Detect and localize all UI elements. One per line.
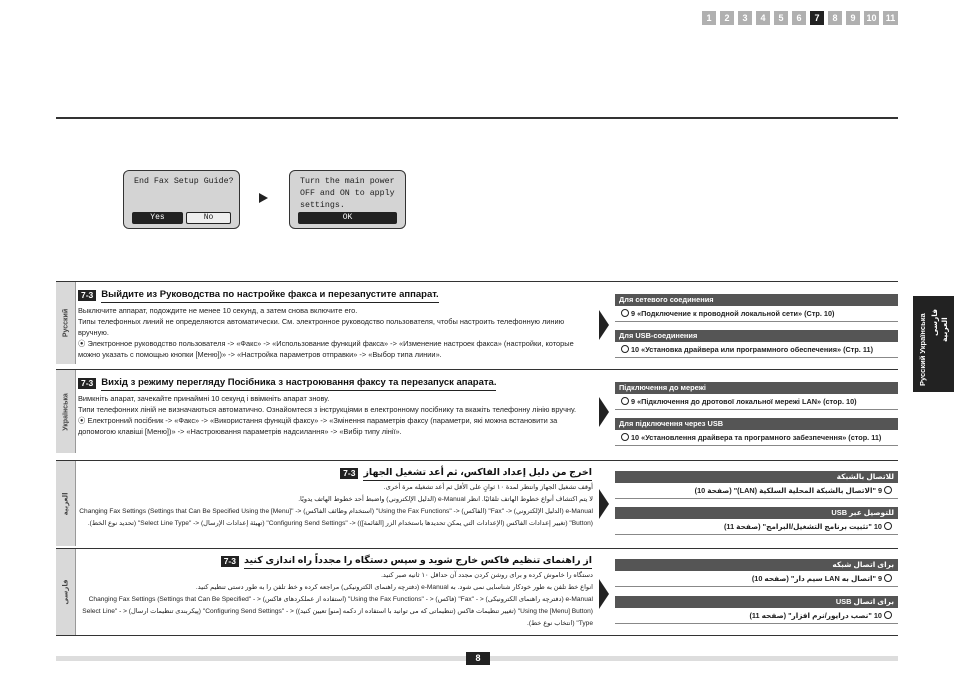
section-arabic (56, 460, 898, 546)
arrow-right-icon (599, 489, 609, 519)
reference-header: للاتصال بالشبكة (615, 471, 898, 483)
step-number: 7-3 (221, 556, 239, 567)
reference-link[interactable]: 10 «Установка драйвера или программного обеспечения» (Стр. 11) (615, 342, 898, 358)
page-navigation (702, 11, 898, 25)
reference-box (615, 471, 898, 499)
manual-icon (884, 486, 892, 494)
paragraph: e-Manual (الدليل الإلكتروني) <- "Fax" (الفاكس) <- "Using the Fax Functions" (استخدام وظائف الفاكس) <- "Changing Fax Settings (Settings that Can Be Specified Using the [Menu] Button)" (تغيير إعدادات الفاكس (الإعدادات التي يمكن تحديدها باستخدام الزر [القائمة])) <- "Configuring Send Settings" (تهيئة إعدادات الإرسال) <- "Select Line Type" (تحديد نوع الخط). (79, 508, 593, 527)
manual-icon: ⦿ (78, 339, 88, 348)
reference-box (615, 596, 898, 624)
reference-box (615, 294, 898, 322)
reference-link[interactable]: 10 «Установлення драйвера та програмного забезпечення» (стор. 11) (615, 430, 898, 446)
page-link-2[interactable]: 2 (720, 11, 734, 25)
paragraph: ⦿ Электронное руководство пользователя -> «Факс» -> «Использование функций факса» -> «Изменение настроек факса» (настройки, которые можно указать с помощью кнопки [Меню])» -> «Настройка параметров отправки» -> «Выбор типа линии». (78, 339, 574, 359)
language-tab: Українська (56, 370, 75, 453)
section-ukrainian (56, 369, 898, 453)
page-link-1[interactable]: 1 (702, 11, 716, 25)
page-number: 8 (466, 652, 490, 665)
language-tab: فارسی (56, 549, 75, 635)
arrow-right-icon (599, 397, 609, 427)
manual-icon: ⦿ (78, 416, 88, 425)
page-link-9[interactable]: 9 (846, 11, 860, 25)
paragraph: Выключите аппарат, подождите не менее 10 секунд, а затем снова включите его. (78, 306, 358, 315)
reference-box (615, 382, 898, 410)
lcd-ok-button[interactable]: OK (298, 212, 397, 224)
arrow-right-icon (259, 193, 268, 203)
lcd-message: Turn the main power OFF and ON to apply settings. (300, 177, 395, 210)
arrow-right-icon (599, 579, 609, 609)
reference-box (615, 507, 898, 535)
reference-header: Підключення до мережі (615, 382, 898, 394)
lcd-yes-button[interactable]: Yes (132, 212, 183, 224)
side-tab-label: فارسی (930, 308, 939, 336)
lcd-screen-end-setup (123, 170, 240, 229)
paragraph: e-Manual (دفترچه راهنمای الکترونیکی) < - "Fax" (فاکس) < - "Using the Fax Functions" (استفاده از عملکردهای فاکس) < - "Changing Fax Settings (Settings that Can Be Specified Using the [Menu] Button)" (تغییر تنظیمات فاکس (تنظیماتی که می توانید با استفاده از دکمه [منو] تعیین کنید)) < - "Configuring Send Settings" (پیکربندی تنظیمات ارسال) < - "Select Line Type" (انتخاب نوع خط). (82, 596, 593, 627)
manual-icon (884, 522, 892, 530)
page-link-5[interactable]: 5 (774, 11, 788, 25)
step-heading (78, 377, 496, 391)
manual-icon (621, 309, 629, 317)
section-farsi (56, 548, 898, 635)
reference-box (615, 559, 898, 587)
step-number: 7-3 (340, 468, 358, 479)
side-tab-label: Русский Українська (918, 313, 927, 386)
side-language-tab[interactable] (913, 296, 954, 392)
reference-link[interactable]: 9 «Подключение к проводной локальной сети» (Стр. 10) (615, 306, 898, 322)
arrow-right-icon (599, 310, 609, 340)
lcd-message: End Fax Setup Guide? (134, 177, 234, 186)
step-title: Выйдите из Руководства по настройке факса и перезапустите аппарат. (101, 289, 438, 303)
language-tab: Русский (56, 282, 75, 364)
page-link-3[interactable]: 3 (738, 11, 752, 25)
manual-icon (621, 345, 629, 353)
reference-link[interactable]: 10 "تثبيت برنامج التشغيل/البرامج" (صفحة 11) (615, 519, 898, 535)
page-link-10[interactable]: 10 (864, 11, 879, 25)
manual-icon (621, 433, 629, 441)
manual-icon (884, 574, 892, 582)
bottom-divider (56, 635, 898, 636)
manual-icon (621, 397, 629, 405)
step-heading (221, 555, 592, 569)
paragraph: Вимкніть апарат, зачекайте принаймні 10 секунд і ввімкніть апарат знову. (78, 394, 330, 403)
manual-icon (884, 611, 892, 619)
paragraph: دستگاه را خاموش کرده و برای روشن کردن مجدد آن حداقل ۱۰ ثانیه صبر کنید. (381, 572, 593, 579)
language-tab: العربية (56, 461, 75, 546)
side-tab-label: العربية (940, 317, 949, 342)
paragraph: لا يتم اكتشاف أنواع خطوط الهاتف تلقائيًا. انظر e-Manual (الدليل الإلكتروني) واضبط أحد خطوط الهاتف يدويًا. (298, 496, 593, 503)
step-body (78, 482, 593, 530)
reference-header: برای اتصال شبکه (615, 559, 898, 571)
reference-header: Для підключення через USB (615, 418, 898, 430)
step-body (78, 393, 593, 437)
lcd-screen-restart (289, 170, 406, 229)
step-body (78, 305, 588, 360)
reference-header: Для USB-соединения (615, 330, 898, 342)
step-heading (78, 289, 439, 303)
reference-header: Для сетевого соединения (615, 294, 898, 306)
paragraph: ⦿ Електронний посібник -> «Факс» -> «Використання функцій факсу» -> «Змінення параметрів факсу (параметри, які можна встановити за допомогою клавіші [Меню])» -> «Настроювання параметрів надсилання» -> «Вибір типу лінії». (78, 416, 558, 436)
page-link-4[interactable]: 4 (756, 11, 770, 25)
reference-link[interactable]: 9 «Підключення до дротової локальної мережі LAN» (стор. 10) (615, 394, 898, 410)
step-body (78, 570, 593, 630)
page-link-7-current[interactable]: 7 (810, 11, 824, 25)
reference-link[interactable]: 9 "الاتصال بالشبكة المحلية السلكية (LAN)" (صفحة 10) (615, 483, 898, 499)
reference-box (615, 330, 898, 358)
lcd-no-button[interactable]: No (186, 212, 231, 224)
reference-link[interactable]: 10 "نصب درایور/نرم افزار" (صفحه 11) (615, 608, 898, 624)
step-title: Вихід з режиму перегляду Посібника з настроювання факсу та перезапуск апарата. (101, 377, 496, 391)
step-heading (340, 467, 592, 481)
step-number: 7-3 (78, 290, 96, 301)
reference-box (615, 418, 898, 446)
page-link-8[interactable]: 8 (828, 11, 842, 25)
page-link-11[interactable]: 11 (883, 11, 898, 25)
reference-header: للتوصيل عبر USB (615, 507, 898, 519)
reference-header: برای اتصال USB (615, 596, 898, 608)
top-divider (56, 117, 898, 119)
paragraph: انواع خط تلفن به طور خودکار شناسایی نمی شود. به e-Manual (دفترچه راهنمای الکترونیکی) مراجعه کرده و خط تلفن را به طور دستی تنظیم کنید. (195, 584, 593, 591)
paragraph: Типы телефонных линий не определяются автоматически. См. электронное руководство пользователя, чтобы настроить телефонную линию вручную. (78, 317, 565, 337)
step-number: 7-3 (78, 378, 96, 389)
paragraph: أوقف تشغيل الجهاز وانتظر لمدة ١٠ ثوانٍ على الأقل ثم أعد تشغيله مرة أخرى. (383, 484, 593, 491)
section-russian (56, 281, 898, 364)
page-link-6[interactable]: 6 (792, 11, 806, 25)
reference-link[interactable]: 9 "اتصال به LAN سیم دار" (صفحه 10) (615, 571, 898, 587)
step-title: از راهنمای تنظیم فاکس خارج شوید و سپس دستگاه را مجدداً راه اندازی کنید (244, 555, 592, 569)
step-title: اخرج من دليل إعداد الفاكس، ثم أعد تشغيل الجهاز (363, 467, 592, 481)
paragraph: Типи телефонних ліній не визначаються автоматично. Ознайомтеся з інструкціями в електронному посібнику та вкажіть телефонну лінію вручну. (78, 405, 577, 414)
